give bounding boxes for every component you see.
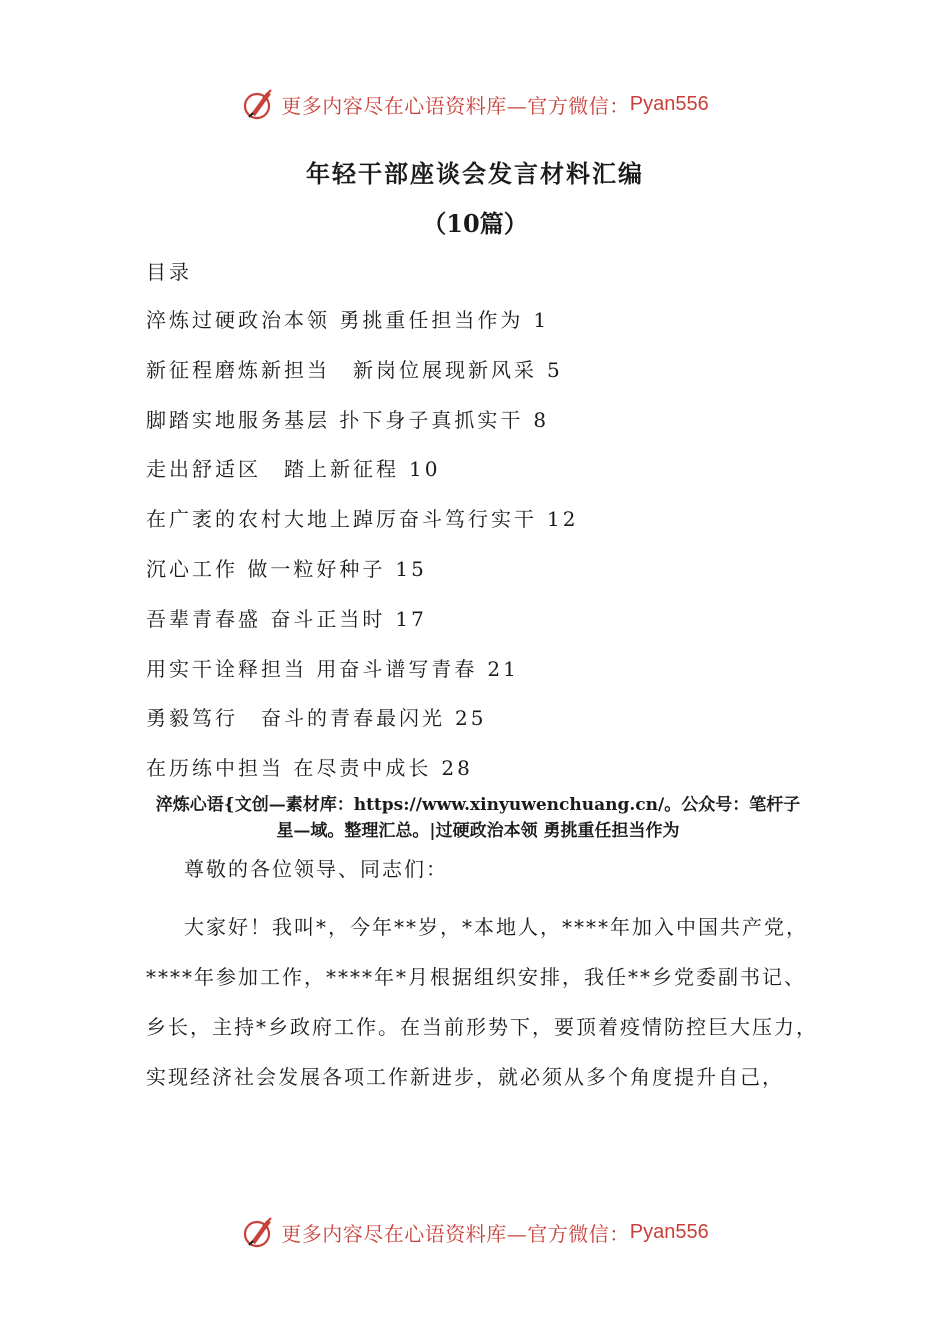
toc-item-page: 25 xyxy=(455,706,487,731)
quill-logo-icon xyxy=(241,86,277,122)
toc-item xyxy=(146,605,846,655)
table-of-contents xyxy=(146,306,846,804)
toc-item-page: 28 xyxy=(441,756,473,781)
toc-item-title: 沉心工作 做一粒好种子 xyxy=(146,556,386,581)
toc-item xyxy=(146,306,846,356)
toc-item-page: 8 xyxy=(533,407,550,432)
toc-item xyxy=(146,406,846,456)
toc-item-title: 淬炼过硬政治本领 勇挑重任担当作为 xyxy=(146,308,524,332)
toc-item xyxy=(146,555,846,605)
document-subtitle: （10篇） xyxy=(422,209,528,238)
toc-item-page: 21 xyxy=(487,656,519,681)
source-note-line1: 淬炼心语{文创—素材库：https://www.xinyuwenchuang.cn/。公众号：笔杆子 xyxy=(155,795,801,815)
toc-item-page: 12 xyxy=(547,507,579,532)
toc-item-title: 在广袤的农村大地上踔厉奋斗笃行实干 xyxy=(146,507,537,532)
source-note xyxy=(146,792,810,844)
header-watermark xyxy=(0,84,950,124)
watermark-wechat-id: Pyan556 xyxy=(629,1220,709,1243)
toc-item-title: 走出舒适区 踏上新征程 xyxy=(146,457,399,482)
toc-item xyxy=(146,455,846,505)
body-paragraph: 大家好！我叫*，今年**岁，*本地人，****年加入中国共产党，****年参加工作，****年*月根据组织安排，我任**乡党委副书记、乡长，主持*乡政府工作。在当前形势下，要顶着疫情防控巨大压力，实现经济社会发展各项工作新进步，就必须从多个角度提升自己， xyxy=(146,915,818,1089)
watermark-text: 更多内容尽在心语资料库—官方微信： xyxy=(281,1221,630,1246)
watermark-wechat-id: Pyan556 xyxy=(629,92,709,115)
toc-heading: 目录 xyxy=(146,260,192,284)
toc-item-page: 15 xyxy=(395,556,427,581)
toc-item xyxy=(146,704,846,754)
footer-watermark xyxy=(0,1212,950,1252)
toc-item-page: 5 xyxy=(547,357,563,382)
toc-item-page: 10 xyxy=(409,457,441,482)
quill-logo-icon xyxy=(241,1214,277,1250)
toc-item-title: 勇毅笃行 奋斗的青春最闪光 xyxy=(146,706,445,731)
toc-item-title: 在历练中担当 在尽责中成长 xyxy=(146,756,432,781)
toc-item-page: 17 xyxy=(395,606,427,631)
toc-item-title: 吾辈青春盛 奋斗正当时 xyxy=(146,606,386,631)
toc-item xyxy=(146,505,846,555)
toc-item xyxy=(146,356,846,406)
source-note-line2: 星—域。整理汇总。|过硬政治本领 勇挑重任担当作为 xyxy=(276,821,680,841)
toc-item-page: 1 xyxy=(533,308,550,332)
body-text xyxy=(146,852,822,1102)
toc-item-title: 新征程磨炼新担当 新岗位展现新风采 xyxy=(146,357,537,382)
toc-item xyxy=(146,655,846,705)
toc-item-title: 用实干诠释担当 用奋斗谱写青春 xyxy=(146,656,478,681)
toc-item-title: 脚踏实地服务基层 扑下身子真抓实干 xyxy=(146,407,524,432)
salutation: 尊敬的各位领导、同志们： xyxy=(184,857,448,881)
watermark-text: 更多内容尽在心语资料库—官方微信： xyxy=(281,93,630,118)
document-title: 年轻干部座谈会发言材料汇编 xyxy=(306,159,644,188)
